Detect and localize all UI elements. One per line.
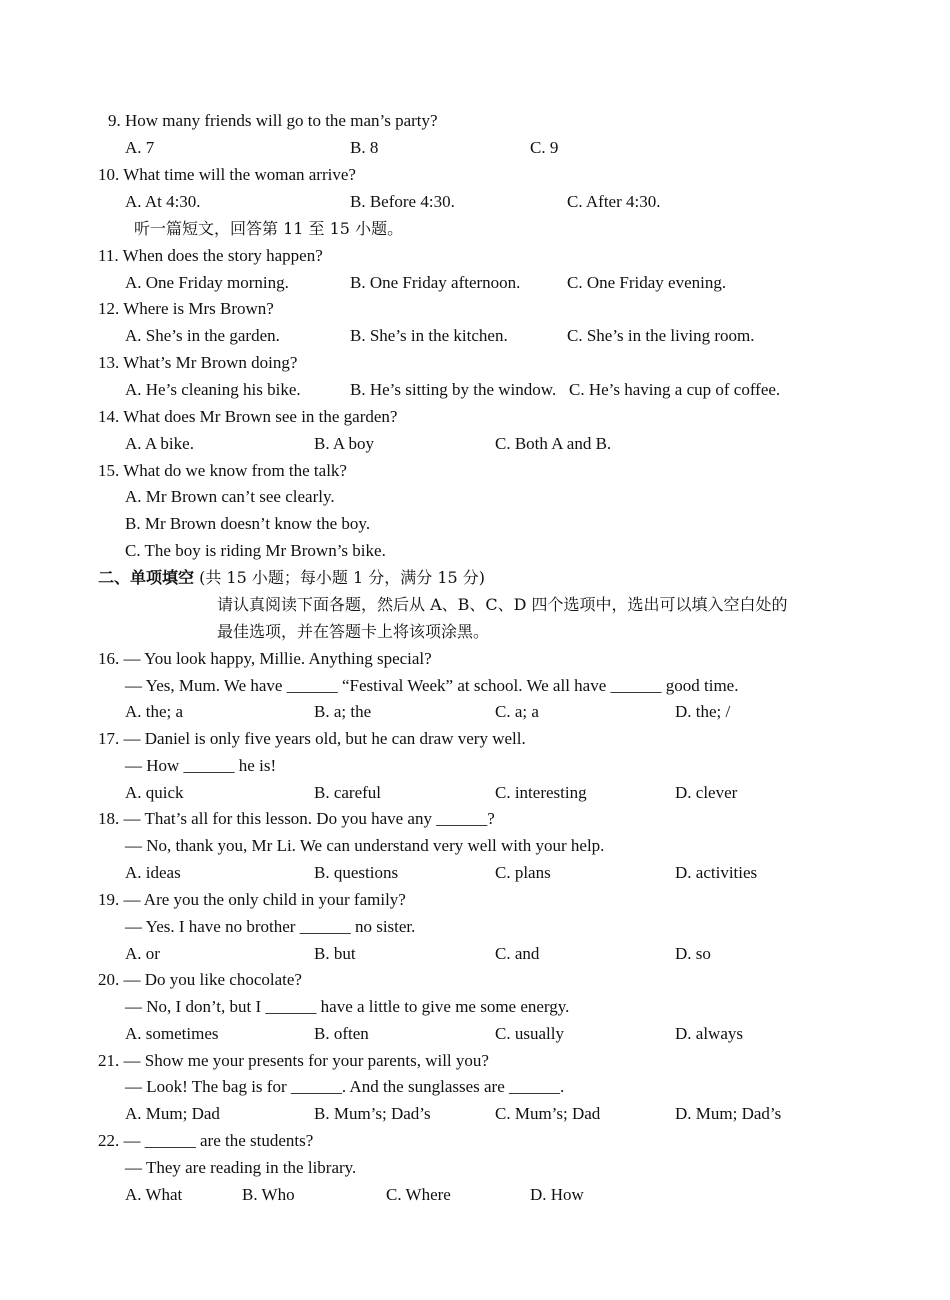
option: B. 8 [350,138,379,157]
option: B. He’s sitting by the window. [350,380,557,399]
question-22 [98,1130,313,1152]
option: A. What [125,1185,183,1204]
option: C. She’s in the living room. [567,326,755,345]
dialogue-line: — ______ are the students? [123,1131,314,1150]
question-17 [98,728,526,750]
option: B. a; the [314,702,372,721]
option: D. the; / [675,702,731,721]
dialogue-line: — No, I don’t, but I ______ have a little to give me some energy. [125,997,570,1016]
question-number: 15. [98,461,120,480]
question-18 [98,808,495,830]
dialogue-line: — Show me your presents for your parents, will you? [123,1051,489,1070]
dialogue-line: — Yes. I have no brother ______ no sister. [125,917,416,936]
option: A. A bike. [125,434,194,453]
option: C. interesting [495,783,587,802]
question-13 [98,352,297,374]
option: A. the; a [125,702,184,721]
question-number: 16. [98,649,120,668]
question-number: 20. [98,970,120,989]
question-19 [98,889,406,911]
option: B. careful [314,783,382,802]
option: C. 9 [530,138,559,157]
question-text: How many friends will go to the man’s party? [125,111,438,130]
option: D. activities [675,863,758,882]
question-15 [98,460,347,482]
dialogue-line: — That’s all for this lesson. Do you have any ______? [123,809,495,828]
question-number: 10. [98,165,120,184]
option: B. She’s in the kitchen. [350,326,508,345]
option: C. Where [386,1185,451,1204]
dialogue-line: — Daniel is only five years old, but he can draw very well. [123,729,526,748]
question-9 [108,110,438,132]
question-number: 19. [98,890,120,909]
question-20 [98,969,302,991]
option: C. He’s having a cup of coffee. [569,380,781,399]
option: B. questions [314,863,399,882]
question-number: 9. [108,111,121,130]
option: C. One Friday evening. [567,273,727,292]
option: B. Mr Brown doesn’t know the boy. [125,514,371,533]
section-title: 二、单项填空 [98,568,195,587]
dialogue-line: — They are reading in the library. [125,1158,357,1177]
option: C. Both A and B. [495,434,612,453]
question-number: 13. [98,353,120,372]
dialogue-line: — Look! The bag is for ______. And the sunglasses are ______. [125,1077,565,1096]
question-number: 18. [98,809,120,828]
dialogue-line: — Do you like chocolate? [123,970,302,989]
option: C. plans [495,863,551,882]
question-number: 14. [98,407,120,426]
question-text: When does the story happen? [122,246,323,265]
option: B. A boy [314,434,374,453]
question-text: What time will the woman arrive? [123,165,356,184]
dialogue-line: — How ______ he is! [125,756,277,775]
option: A. quick [125,783,184,802]
question-number: 11. [98,246,119,265]
question-21 [98,1050,489,1072]
question-text: What do we know from the talk? [123,461,347,480]
question-number: 21. [98,1051,120,1070]
question-number: 12. [98,299,120,318]
question-text: What’s Mr Brown doing? [123,353,298,372]
option: D. always [675,1024,743,1043]
option: A. or [125,944,160,963]
option: C. and [495,944,540,963]
section-instruction: 请认真阅读下面各题，然后从 A、B、C、D 四个选项中，选出可以填入空白处的 [217,595,788,614]
option: A. 7 [125,138,155,157]
option: B. Before 4:30. [350,192,455,211]
option: C. usually [495,1024,564,1043]
question-10 [98,164,356,186]
option: B. Who [242,1185,295,1204]
option: D. so [675,944,711,963]
dialogue-line: — You look happy, Millie. Anything special? [123,649,432,668]
section-heading [98,567,485,589]
option: A. ideas [125,863,181,882]
option: B. One Friday afternoon. [350,273,521,292]
question-text: What does Mr Brown see in the garden? [123,407,398,426]
option: C. The boy is riding Mr Brown’s bike. [125,541,386,560]
option: A. He’s cleaning his bike. [125,380,301,399]
option: C. a; a [495,702,539,721]
dialogue-line: — Yes, Mum. We have ______ “Festival Week” at school. We all have ______ good time. [125,676,739,695]
option: A. She’s in the garden. [125,326,280,345]
section-instruction: 最佳选项，并在答题卡上将该项涂黑。 [217,622,490,641]
option: D. Mum; Dad’s [675,1104,782,1123]
question-11 [98,245,323,267]
question-text: Where is Mrs Brown? [123,299,274,318]
option: D. clever [675,783,738,802]
option: C. Mum’s; Dad [495,1104,601,1123]
dialogue-line: — Are you the only child in your family? [123,890,406,909]
dialogue-line: — No, thank you, Mr Li. We can understand very well with your help. [125,836,605,855]
question-number: 17. [98,729,120,748]
question-16 [98,648,432,670]
option: A. sometimes [125,1024,219,1043]
option: C. After 4:30. [567,192,661,211]
option: D. How [530,1185,584,1204]
option: B. but [314,944,356,963]
option: A. Mr Brown can’t see clearly. [125,487,335,506]
question-12 [98,298,274,320]
option: B. often [314,1024,369,1043]
option: B. Mum’s; Dad’s [314,1104,431,1123]
option: A. Mum; Dad [125,1104,220,1123]
option: A. One Friday morning. [125,273,289,292]
question-14 [98,406,397,428]
question-number: 22. [98,1131,120,1150]
section-note: 听一篇短文，回答第 11 至 15 小题。 [134,219,404,238]
option: A. At 4:30. [125,192,201,211]
section-scoring: (共 15 小题；每小题 1 分，满分 15 分) [194,568,486,587]
